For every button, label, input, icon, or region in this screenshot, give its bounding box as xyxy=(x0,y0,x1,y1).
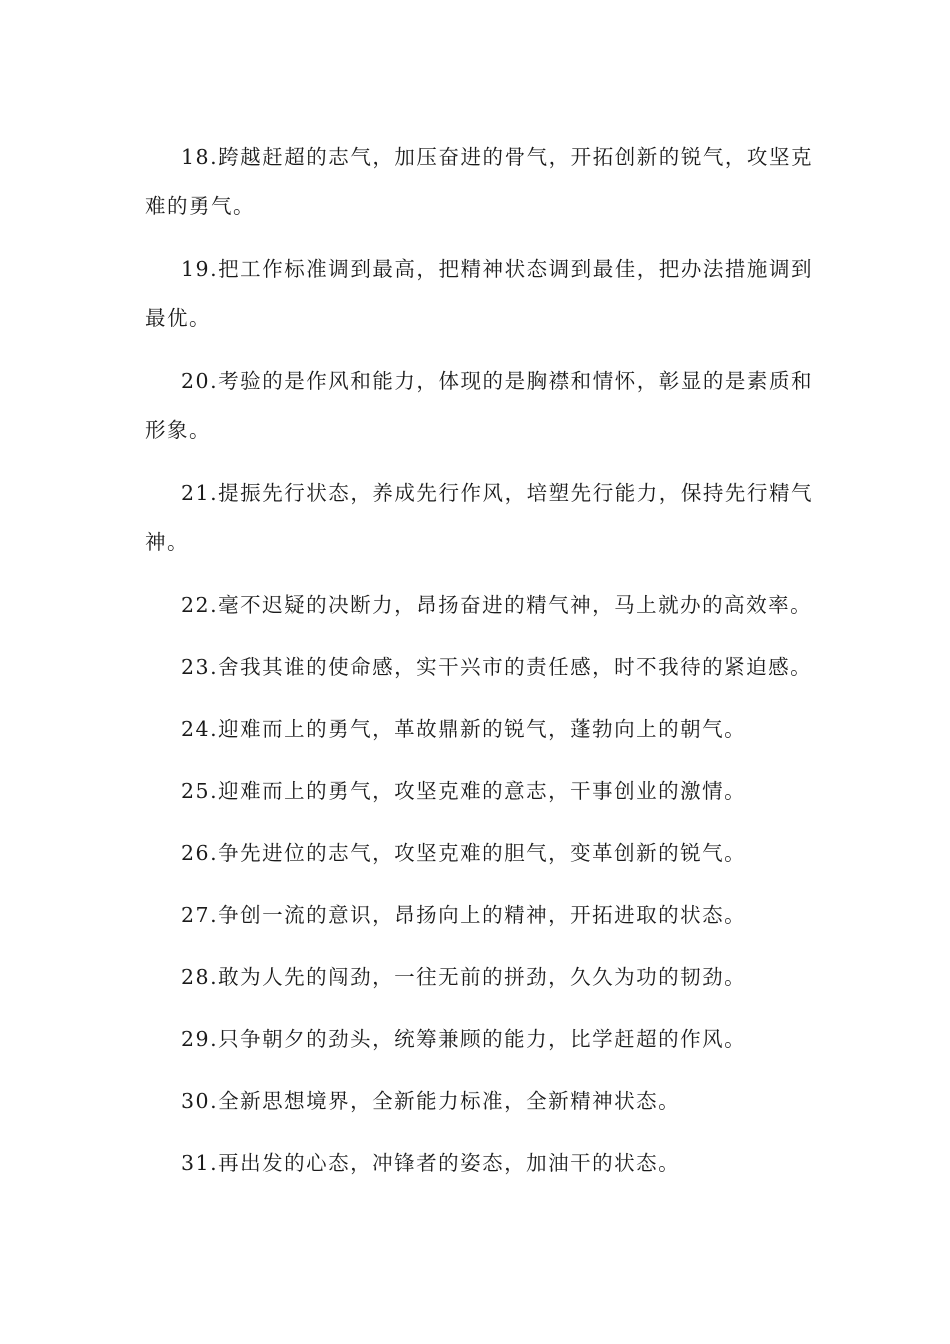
paragraph-20: 20.考验的是作风和能力，体现的是胸襟和情怀，彰显的是素质和形象。 xyxy=(145,369,813,442)
paragraph-29: 29.只争朝夕的劲头，统筹兼顾的能力，比学赶超的作风。 xyxy=(181,1027,747,1051)
document-body xyxy=(145,133,813,1201)
paragraph-24: 24.迎难而上的勇气，革故鼎新的锐气，蓬勃向上的朝气。 xyxy=(181,717,747,741)
paragraph-18: 18.跨越赶超的志气，加压奋进的骨气，开拓创新的锐气，攻坚克难的勇气。 xyxy=(145,145,813,218)
paragraph-23: 23.舍我其谁的使命感，实干兴市的责任感，时不我待的紧迫感。 xyxy=(181,655,813,679)
paragraph-25: 25.迎难而上的勇气，攻坚克难的意志，干事创业的激情。 xyxy=(181,779,747,803)
paragraph-19: 19.把工作标准调到最高，把精神状态调到最佳，把办法措施调到最优。 xyxy=(145,257,813,330)
paragraph-31: 31.再出发的心态，冲锋者的姿态，加油干的状态。 xyxy=(181,1151,681,1175)
paragraph-26: 26.争先进位的志气，攻坚克难的胆气，变革创新的锐气。 xyxy=(181,841,747,865)
paragraph-28: 28.敢为人先的闯劲，一往无前的拼劲，久久为功的韧劲。 xyxy=(181,965,747,989)
paragraph-22: 22.毫不迟疑的决断力，昂扬奋进的精气神，马上就办的高效率。 xyxy=(181,593,813,617)
paragraph-27: 27.争创一流的意识，昂扬向上的精神，开拓进取的状态。 xyxy=(181,903,747,927)
paragraph-30: 30.全新思想境界，全新能力标准，全新精神状态。 xyxy=(181,1089,681,1113)
paragraph-21: 21.提振先行状态，养成先行作风，培塑先行能力，保持先行精气神。 xyxy=(145,481,813,554)
